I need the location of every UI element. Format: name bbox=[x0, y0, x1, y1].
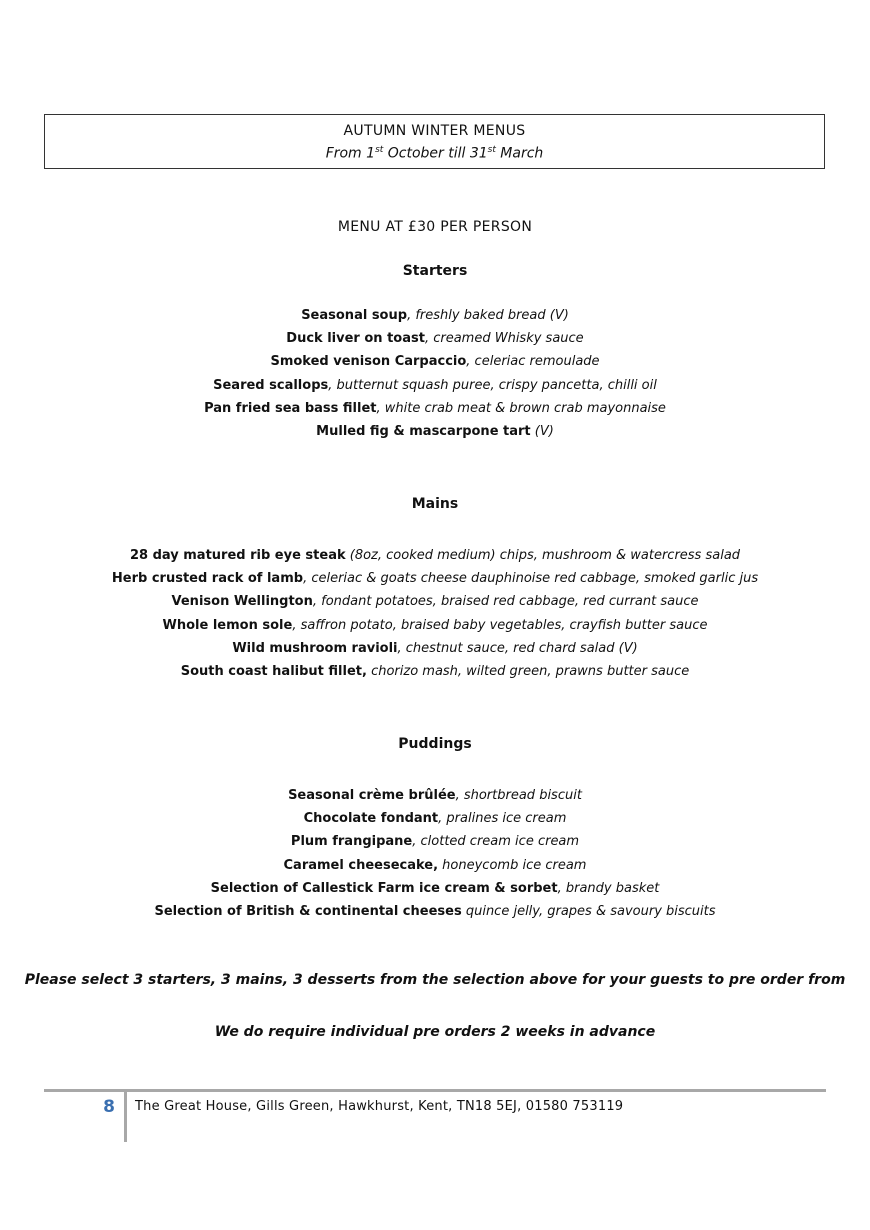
list-item: South coast halibut fillet, chorizo mash, wilted green, prawns butter sauce bbox=[180, 664, 690, 680]
list-item: Plum frangipane, clotted cream ice cream bbox=[290, 834, 580, 850]
list-item: Selection of Callestick Farm ice cream & sorbet, brandy basket bbox=[210, 880, 660, 896]
list-item: Mulled fig & mascarpone tart (V) bbox=[316, 424, 554, 440]
list-item: Smoked venison Carpaccio, celeriac remoulade bbox=[270, 354, 600, 370]
list-item: Seasonal crème brûlée, shortbread biscuit bbox=[288, 788, 582, 803]
date-range: From 1st October till 31st March bbox=[325, 145, 544, 162]
puddings-list bbox=[0, 784, 870, 923]
list-item: Herb crusted rack of lamb, celeriac & goats cheese dauphinoise red cabbage, smoked garlic jus bbox=[111, 571, 759, 587]
list-item: Duck liver on toast, creamed Whisky sauce bbox=[286, 331, 584, 347]
mains-list bbox=[0, 544, 870, 683]
page-title: AUTUMN WINTER MENUS bbox=[343, 123, 526, 139]
list-item: 28 day matured rib eye steak (8oz, cooked medium) chips, mushroom & watercress salad bbox=[129, 548, 741, 563]
list-item: Venison Wellington, fondant potatoes, braised red cabbage, red currant sauce bbox=[171, 594, 699, 610]
preorder-note: We do require individual pre orders 2 weeks in advance bbox=[214, 1024, 656, 1040]
puddings-heading: Puddings bbox=[398, 736, 472, 752]
footer-vertical-divider bbox=[124, 1092, 127, 1142]
list-item: Pan fried sea bass fillet, white crab meat & brown crab mayonnaise bbox=[204, 400, 666, 416]
list-item: Whole lemon sole, saffron potato, braised baby vegetables, crayfish butter sauce bbox=[162, 617, 708, 633]
list-item: Wild mushroom ravioli, chestnut sauce, red chard salad (V) bbox=[232, 640, 638, 656]
page-number: 8 bbox=[103, 1097, 115, 1117]
selection-note: Please select 3 starters, 3 mains, 3 desserts from the selection above for your guests to pre order from bbox=[24, 972, 846, 988]
footer-divider bbox=[44, 1089, 826, 1092]
list-item: Seared scallops, butternut squash puree, crispy pancetta, chilli oil bbox=[213, 377, 657, 393]
list-item: Chocolate fondant, pralines ice cream bbox=[303, 811, 567, 827]
list-item: Caramel cheesecake, honeycomb ice cream bbox=[283, 857, 587, 873]
starters-list bbox=[0, 304, 870, 443]
list-item: Seasonal soup, freshly baked bread (V) bbox=[301, 308, 569, 323]
title-box bbox=[44, 114, 825, 169]
starters-heading: Starters bbox=[402, 263, 468, 279]
menu-price-heading: MENU AT £30 PER PERSON bbox=[337, 219, 533, 235]
mains-heading: Mains bbox=[411, 496, 459, 512]
footer-address: The Great House, Gills Green, Hawkhurst, Kent, TN18 5EJ, 01580 753119 bbox=[135, 1099, 624, 1114]
list-item: Selection of British & continental cheeses quince jelly, grapes & savoury biscuits bbox=[154, 904, 716, 920]
